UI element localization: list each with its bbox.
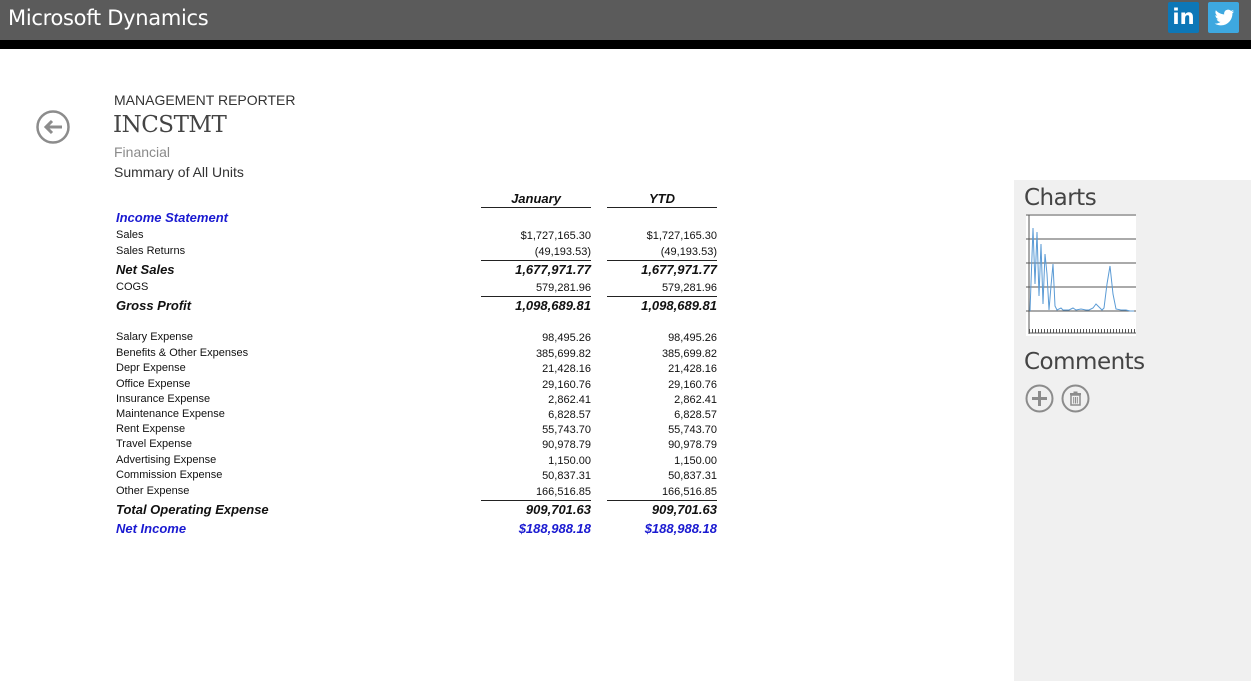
row-label: Other Expense [116, 485, 190, 497]
back-arrow-icon[interactable] [36, 110, 70, 144]
row-value-ytd: 166,516.85 [661, 486, 717, 498]
add-comment-icon[interactable] [1025, 384, 1054, 413]
row-label: Sales Returns [116, 245, 186, 257]
column-header-january: January [481, 191, 591, 208]
delete-comment-icon[interactable] [1061, 384, 1090, 413]
row-value-ytd: 98,495.26 [668, 332, 717, 344]
row-value-ytd: 55,743.70 [668, 424, 717, 436]
chart-thumbnail[interactable] [1026, 214, 1136, 336]
row-value-jan: 385,699.82 [535, 348, 591, 360]
row-value-jan: 1,098,689.81 [515, 298, 591, 313]
row-value-ytd: 29,160.76 [668, 379, 717, 391]
row-value-jan: 909,701.63 [525, 502, 591, 517]
row-value-ytd: 1,150.00 [674, 455, 717, 467]
row-value-ytd: $188,988.18 [644, 521, 717, 536]
row-value-ytd: 579,281.96 [661, 282, 717, 294]
section-title: Income Statement [116, 210, 228, 225]
row-label: Commission Expense [116, 469, 223, 481]
charts-title: Charts [1024, 185, 1097, 211]
column-header-ytd: YTD [607, 191, 717, 208]
row-label: COGS [116, 281, 149, 293]
row-label: Advertising Expense [116, 454, 217, 466]
linkedin-icon[interactable]: in [1168, 2, 1199, 33]
row-value-jan: 98,495.26 [542, 332, 591, 344]
row-value-jan: 21,428.16 [542, 363, 591, 375]
row-value-ytd: 21,428.16 [668, 363, 717, 375]
row-value-jan: 166,516.85 [535, 486, 591, 498]
row-value-jan: 2,862.41 [548, 394, 591, 406]
row-value-jan: 6,828.57 [548, 409, 591, 421]
row-value-ytd: 1,677,971.77 [641, 262, 717, 277]
row-value-jan: $188,988.18 [518, 521, 591, 536]
module-label: MANAGEMENT REPORTER [114, 92, 296, 108]
row-value-jan: 1,677,971.77 [515, 262, 591, 277]
row-value-ytd: (49,193.53) [660, 246, 717, 258]
report-scope: Summary of All Units [114, 164, 244, 180]
row-label: Total Operating Expense [116, 502, 269, 517]
row-label: Gross Profit [116, 298, 192, 313]
row-value-jan: 55,743.70 [542, 424, 591, 436]
row-label: Insurance Expense [116, 393, 211, 405]
app-title: Microsoft Dynamics [8, 6, 209, 30]
row-label: Office Expense [116, 378, 191, 390]
row-value-ytd: 909,701.63 [651, 502, 717, 517]
row-value-jan: 50,837.31 [542, 470, 591, 482]
row-value-ytd: 6,828.57 [674, 409, 717, 421]
row-value-jan: $1,727,165.30 [520, 230, 591, 242]
row-value-jan: 29,160.76 [542, 379, 591, 391]
row-label: Net Sales [116, 262, 175, 277]
top-bar-divider [0, 40, 1251, 49]
row-label: Depr Expense [116, 362, 186, 374]
report-category: Financial [114, 144, 171, 160]
row-value-jan: 579,281.96 [535, 282, 591, 294]
row-value-ytd: 90,978.79 [668, 439, 717, 451]
row-label: Benefits & Other Expenses [116, 347, 249, 359]
subtotal-rule [607, 260, 717, 261]
row-label: Travel Expense [116, 438, 193, 450]
row-value-ytd: 1,098,689.81 [641, 298, 717, 313]
twitter-bird-icon[interactable] [1208, 2, 1239, 33]
subtotal-rule [481, 260, 591, 261]
row-label: Rent Expense [116, 423, 186, 435]
row-value-jan: 90,978.79 [542, 439, 591, 451]
row-value-ytd: $1,727,165.30 [646, 230, 717, 242]
row-value-ytd: 385,699.82 [661, 348, 717, 360]
row-label: Sales [116, 229, 144, 241]
subtotal-rule [481, 500, 591, 501]
comments-title: Comments [1024, 349, 1145, 375]
row-label: Maintenance Expense [116, 408, 225, 420]
subtotal-rule [607, 296, 717, 297]
report-name: INCSTMT [113, 112, 227, 138]
row-label: Salary Expense [116, 331, 194, 343]
row-label: Net Income [116, 521, 187, 536]
subtotal-rule [481, 296, 591, 297]
row-value-ytd: 50,837.31 [668, 470, 717, 482]
row-value-jan: (49,193.53) [534, 246, 591, 258]
row-value-jan: 1,150.00 [548, 455, 591, 467]
subtotal-rule [607, 500, 717, 501]
row-value-ytd: 2,862.41 [674, 394, 717, 406]
